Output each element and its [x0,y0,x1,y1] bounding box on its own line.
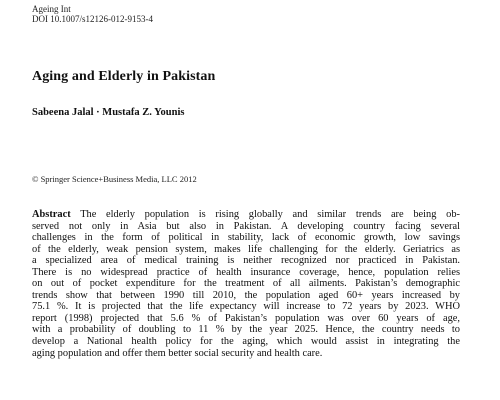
abstract-line: develop a National health policy for the aging, which would assist in integrating the [32,336,460,348]
abstract-line: a specialized area of medical training is neither recognized nor practiced in Pakistan. [32,255,460,267]
abstract [32,209,460,359]
journal-header [32,4,153,24]
abstract-line [32,209,460,221]
paper-title: Aging and Elderly in Pakistan [32,69,216,84]
abstract-line: on out of pocket expenditure for the treatment of all ailments. Pakistan’s demographic [32,278,460,290]
authors: Sabeena Jalal · Mustafa Z. Younis [32,107,185,118]
abstract-line: report (1998) projected that 5.6 % of Pakistan’s population was over 60 years of age, [32,312,460,324]
abstract-line: of the elderly, weak pension system, makes life challenging for the elderly. Geriatrics as [32,243,460,255]
abstract-line: challenges in the form of political in stability, lack of economic growth, low savings [32,232,460,244]
abstract-label: Abstract [32,209,71,220]
abstract-line: aging population and offer them better social security and health care. [32,347,323,359]
abstract-line: trends show that between 1990 till 2010, the population aged 60+ years increased by [32,289,460,301]
copyright-notice: © Springer Science+Business Media, LLC 2012 [32,174,197,184]
abstract-line: with a probability of doubling to 11 % by the year 2025. Hence, the country needs to [32,324,460,336]
doi: DOI 10.1007/s12126-012-9153-4 [32,14,153,24]
abstract-line: 75.1 %. It is projected that the life expectancy will increase to 72 years by 2023. WHO [32,301,460,313]
abstract-line: served not only in Asia but also in Pakistan. A developing country facing several [32,220,460,232]
abstract-line-text: The elderly population is rising globally and similar trends are being ob- [70,209,460,220]
journal-name: Ageing Int [32,4,71,14]
abstract-line: There is no widespread practice of health insurance coverage, hence, population relies [32,266,460,278]
